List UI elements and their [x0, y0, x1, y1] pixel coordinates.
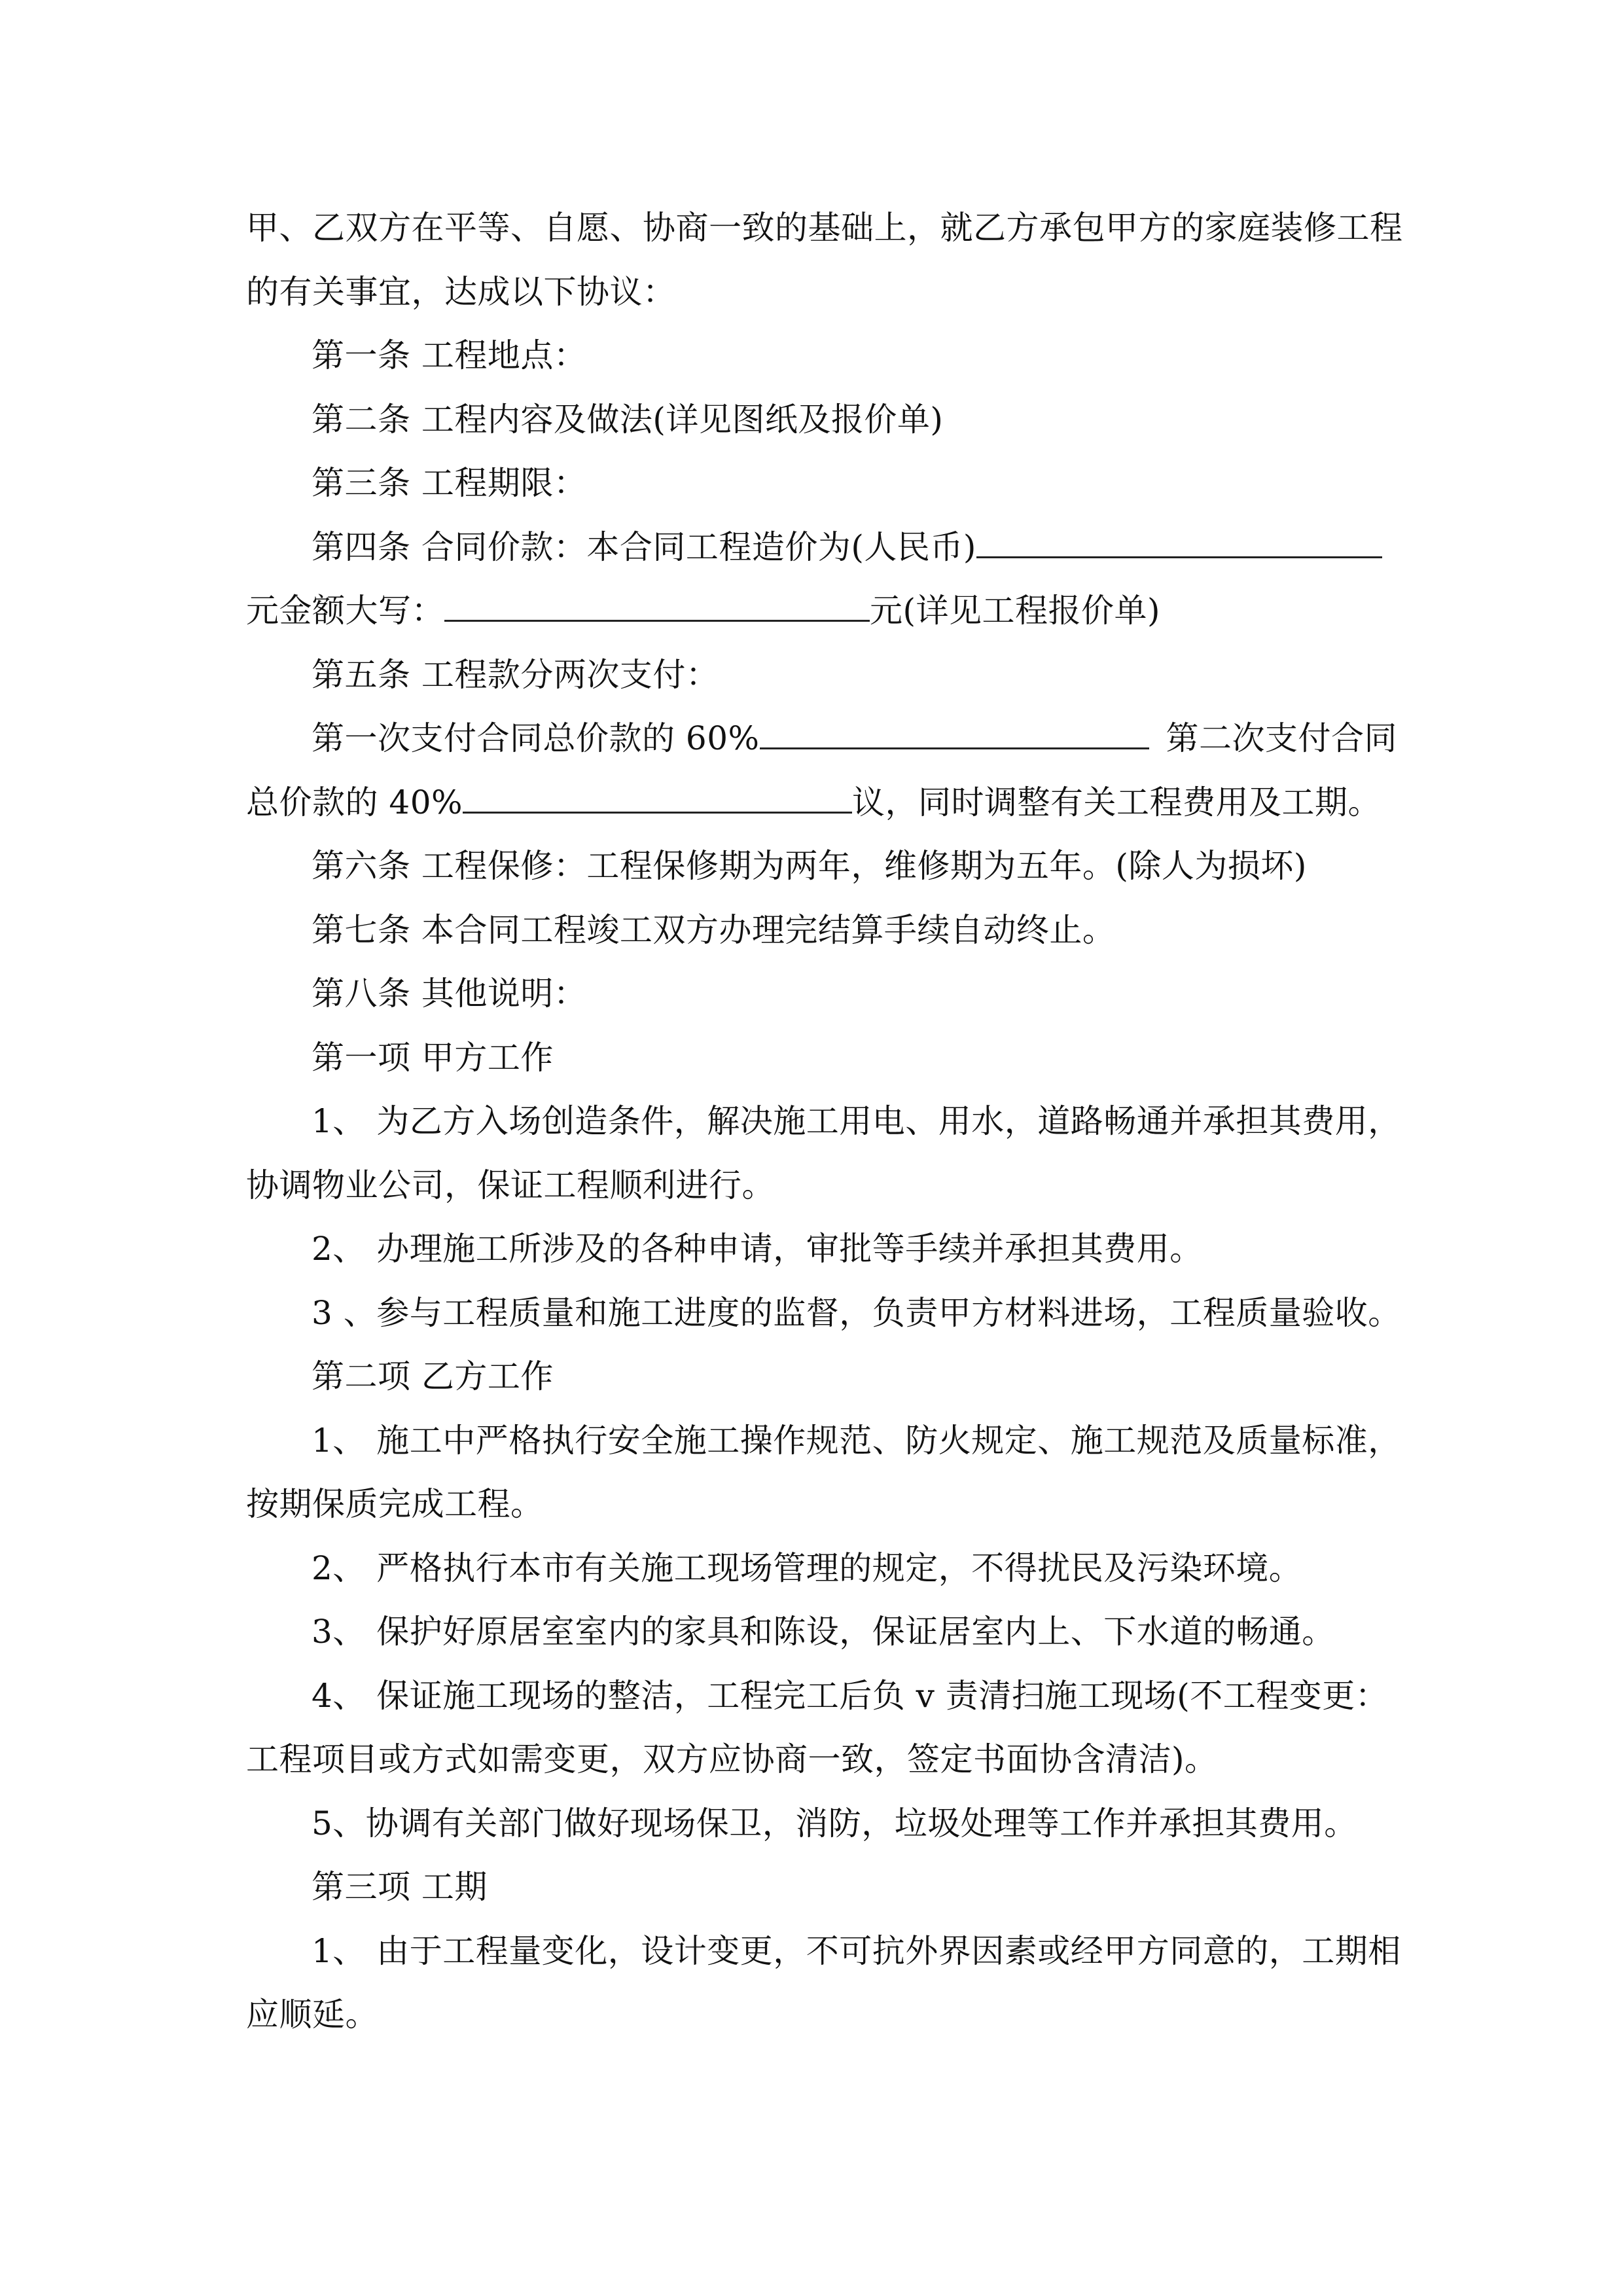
- article-4-line-1: [312, 528, 1382, 567]
- payment-first-prefix: 第一次支付合同总价款的 60%: [312, 719, 760, 757]
- amount-label: 元金额大写：: [246, 592, 444, 630]
- item-2-point-4-line-1: 4、 保证施工现场的整洁，工程完工后负 v 责清扫施工现场(不工程变更：: [312, 1677, 1389, 1715]
- price-blank[interactable]: [976, 528, 1382, 558]
- article-1: 第一条 工程地点：: [312, 336, 587, 374]
- payment-second-blank[interactable]: [463, 783, 852, 814]
- item-1-point-1-line-2: 协调物业公司，保证工程顺利进行。: [246, 1166, 775, 1204]
- intro-line-2: 的有关事宜，达成以下协议：: [246, 273, 676, 311]
- item-1-point-1-line-1: 1、 为乙方入场创造条件，解决施工用电、用水，道路畅通并承担其费用，: [312, 1102, 1401, 1140]
- article-7: 第七条 本合同工程竣工双方办理完结算手续自动终止。: [312, 911, 1116, 949]
- item-1-point-2: 2、 办理施工所涉及的各种申请，审批等手续并承担其费用。: [312, 1230, 1203, 1268]
- payment-second-prefix: 总价款的 40%: [246, 783, 463, 821]
- payment-second-line: [246, 783, 1381, 822]
- payment-first-blank[interactable]: [760, 719, 1149, 749]
- item-3-point-1-line-1: 1、 由于工程量变化，设计变更，不可抗外界因素或经甲方同意的，工期相: [312, 1932, 1401, 1970]
- amount-suffix: 元(详见工程报价单): [870, 592, 1161, 630]
- payment-first-line: [312, 719, 1397, 758]
- item-3-title: 第三项 工期: [312, 1868, 488, 1906]
- item-3-point-1-line-2: 应顺延。: [246, 1996, 378, 2034]
- item-2-point-1-line-2: 按期保质完成工程。: [246, 1485, 544, 1523]
- article-6: 第六条 工程保修：工程保修期为两年，维修期为五年。(除人为损坏): [312, 847, 1307, 885]
- item-1-point-3: 3 、参与工程质量和施工进度的监督，负责甲方材料进场，工程质量验收。: [312, 1294, 1401, 1332]
- item-2-title: 第二项 乙方工作: [312, 1357, 554, 1395]
- item-2-point-3: 3、 保护好原居室室内的家具和陈设，保证居室内上、下水道的畅通。: [312, 1613, 1335, 1651]
- payment-first-suffix: 第二次支付合同: [1166, 719, 1398, 757]
- amount-words-blank[interactable]: [444, 591, 870, 622]
- article-4-prefix: 第四条 合同价款：本合同工程造价为(人民币): [312, 528, 976, 566]
- article-8: 第八条 其他说明：: [312, 975, 587, 1013]
- item-2-point-5: 5、协调有关部门做好现场保卫，消防，垃圾处理等工作并承担其费用。: [312, 1804, 1357, 1842]
- intro-line-1: 甲、乙双方在平等、自愿、协商一致的基础上，就乙方承包甲方的家庭装修工程: [246, 209, 1403, 247]
- item-2-point-2: 2、 严格执行本市有关施工现场管理的规定，不得扰民及污染环境。: [312, 1549, 1302, 1587]
- item-2-point-4-line-2: 工程项目或方式如需变更，双方应协商一致，签定书面协含清洁)。: [246, 1740, 1218, 1778]
- article-2: 第二条 工程内容及做法(详见图纸及报价单): [312, 401, 944, 439]
- payment-second-suffix: 议，同时调整有关工程费用及工期。: [852, 783, 1382, 821]
- item-2-point-1-line-1: 1、 施工中严格执行安全施工操作规范、防火规定、施工规范及质量标准，: [312, 1422, 1401, 1460]
- article-5: 第五条 工程款分两次支付：: [312, 656, 719, 694]
- item-1-title: 第一项 甲方工作: [312, 1039, 554, 1077]
- article-4-line-2: [246, 591, 1160, 630]
- article-3: 第三条 工程期限：: [312, 464, 587, 502]
